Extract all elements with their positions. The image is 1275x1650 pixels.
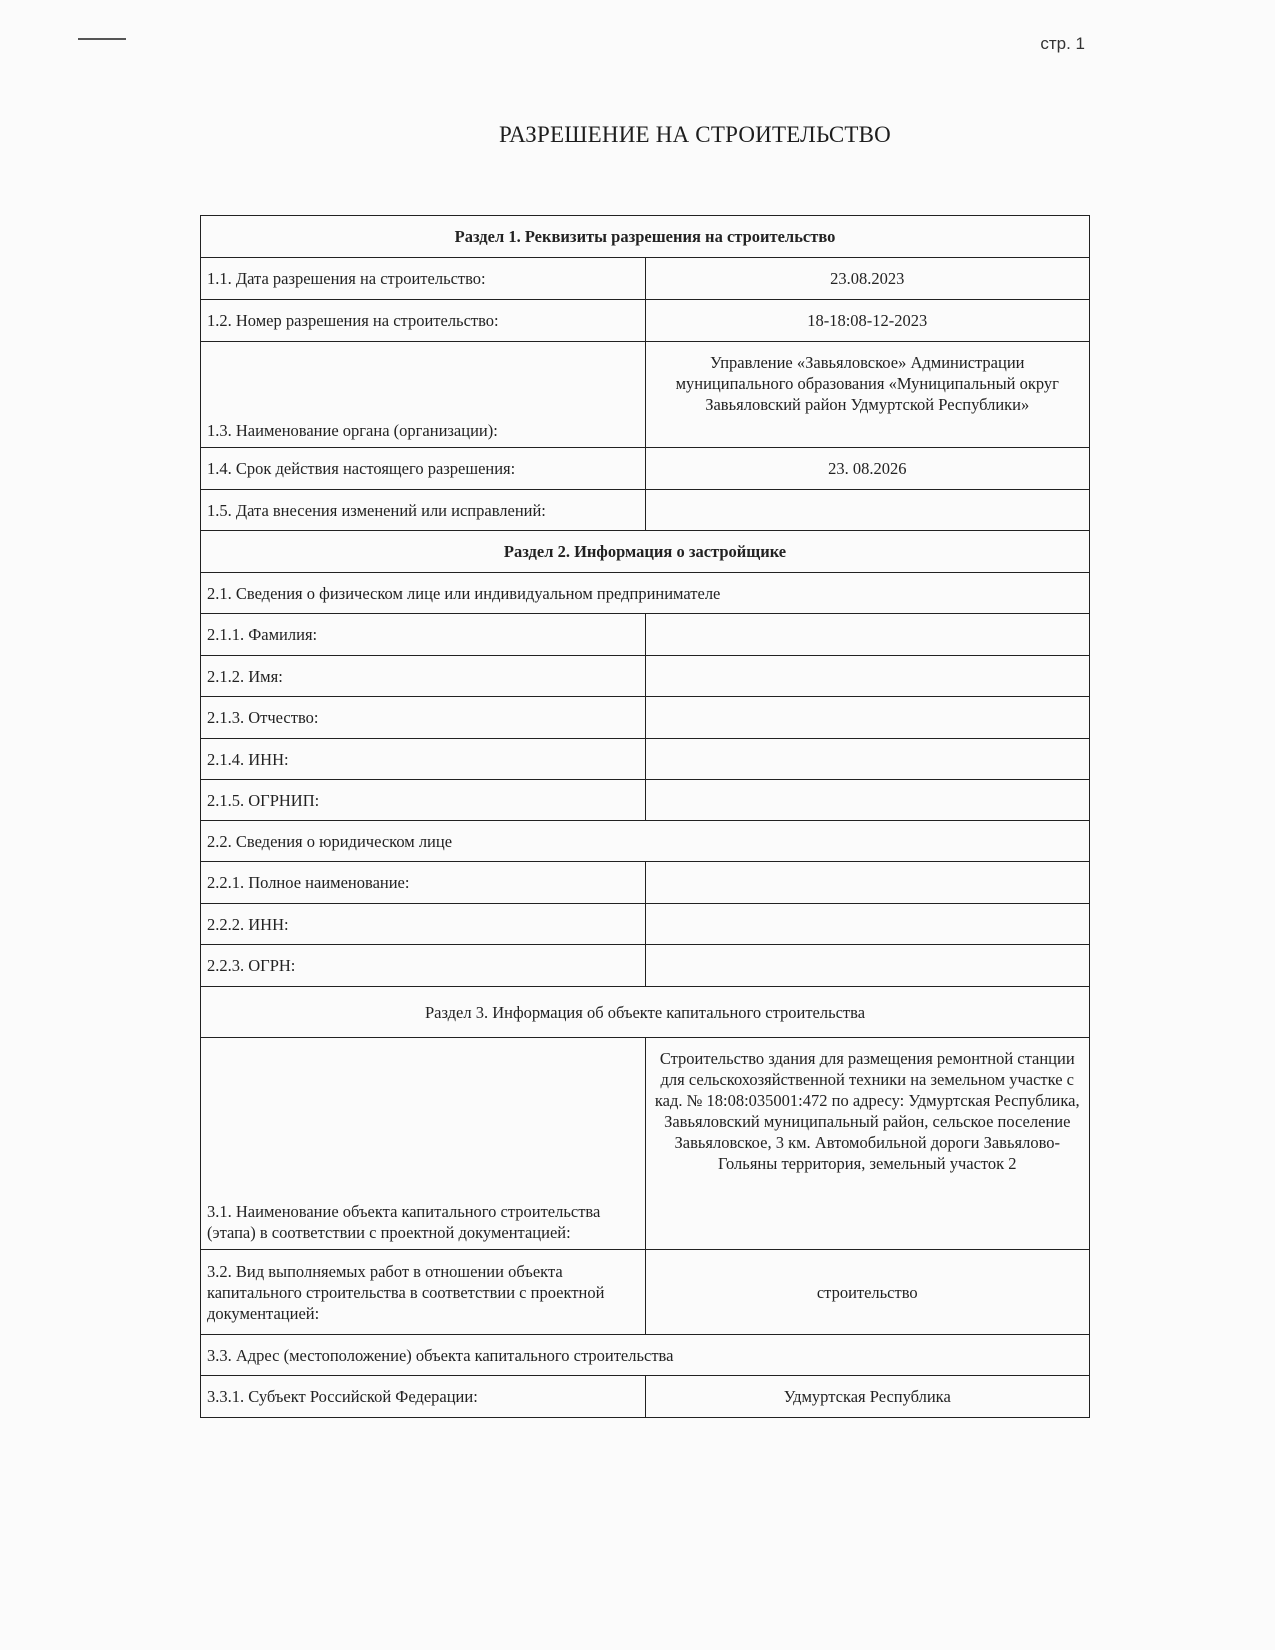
scan-mark bbox=[78, 38, 126, 40]
field-value: Управление «Завьяловское» Администрации муниципального образования «Муниципальный округ Завьяловский район Удмуртской Республики» bbox=[645, 342, 1090, 448]
table-row bbox=[201, 739, 1090, 780]
table-row bbox=[201, 614, 1090, 656]
subsection-label: 3.3. Адрес (местоположение) объекта капитального строительства bbox=[201, 1335, 1090, 1376]
field-label: 1.1. Дата разрешения на строительство: bbox=[201, 258, 646, 300]
field-label: 2.2.1. Полное наименование: bbox=[201, 862, 646, 904]
table-row bbox=[201, 258, 1090, 300]
field-value: строительство bbox=[645, 1250, 1090, 1335]
field-value bbox=[645, 656, 1090, 697]
field-value bbox=[645, 780, 1090, 821]
field-label: 2.2.2. ИНН: bbox=[201, 904, 646, 945]
table-row bbox=[201, 697, 1090, 739]
table-row bbox=[201, 342, 1090, 448]
field-value bbox=[645, 904, 1090, 945]
field-value bbox=[645, 945, 1090, 987]
table-row bbox=[201, 1038, 1090, 1250]
field-label: 1.4. Срок действия настоящего разрешения: bbox=[201, 448, 646, 490]
field-value bbox=[645, 490, 1090, 531]
table-row bbox=[201, 987, 1090, 1038]
field-label: 3.3.1. Субъект Российской Федерации: bbox=[201, 1376, 646, 1418]
field-value: 18-18:08-12-2023 bbox=[645, 300, 1090, 342]
table-row bbox=[201, 904, 1090, 945]
table-row bbox=[201, 448, 1090, 490]
field-label: 3.2. Вид выполняемых работ в отношении объекта капитального строительства в соответствии с проектной документацией: bbox=[201, 1250, 646, 1335]
table-row bbox=[201, 216, 1090, 258]
field-label: 2.1.3. Отчество: bbox=[201, 697, 646, 739]
table-row bbox=[201, 821, 1090, 862]
table-row bbox=[201, 780, 1090, 821]
subsection-label: 2.1. Сведения о физическом лице или индивидуальном предпринимателе bbox=[201, 573, 1090, 614]
page-number: стр. 1 bbox=[1040, 34, 1085, 53]
field-value: Строительство здания для размещения ремонтной станции для сельскохозяйственной техники на земельном участке с кад. № 18:08:035001:472 по адресу: Удмуртская Республика, Завьяловский муниципальный район, сельское поселение Завьяловское, 3 км. Автомобильной дороги Завьялово-Гольяны территория, земельный участок 2 bbox=[645, 1038, 1090, 1250]
subsection-label: 2.2. Сведения о юридическом лице bbox=[201, 821, 1090, 862]
field-label: 2.1.2. Имя: bbox=[201, 656, 646, 697]
field-value bbox=[645, 739, 1090, 780]
section-header: Раздел 2. Информация о застройщике bbox=[201, 531, 1090, 573]
table-row bbox=[201, 1250, 1090, 1335]
field-value: Удмуртская Республика bbox=[645, 1376, 1090, 1418]
field-label: 1.3. Наименование органа (организации): bbox=[201, 342, 646, 448]
field-label: 2.1.1. Фамилия: bbox=[201, 614, 646, 656]
permit-table bbox=[200, 215, 1090, 1418]
table-row bbox=[201, 490, 1090, 531]
field-label: 1.2. Номер разрешения на строительство: bbox=[201, 300, 646, 342]
field-label: 2.2.3. ОГРН: bbox=[201, 945, 646, 987]
field-value bbox=[645, 614, 1090, 656]
section-header: Раздел 1. Реквизиты разрешения на строительство bbox=[201, 216, 1090, 258]
field-value bbox=[645, 697, 1090, 739]
table-row bbox=[201, 1376, 1090, 1418]
table-row bbox=[201, 862, 1090, 904]
field-value: 23. 08.2026 bbox=[645, 448, 1090, 490]
field-value bbox=[645, 862, 1090, 904]
table-row bbox=[201, 300, 1090, 342]
section-header: Раздел 3. Информация об объекте капитального строительства bbox=[201, 987, 1090, 1038]
field-label: 1.5. Дата внесения изменений или исправлений: bbox=[201, 490, 646, 531]
table-row bbox=[201, 573, 1090, 614]
field-label: 2.1.5. ОГРНИП: bbox=[201, 780, 646, 821]
field-label: 3.1. Наименование объекта капитального строительства (этапа) в соответствии с проектной документацией: bbox=[201, 1038, 646, 1250]
table-row bbox=[201, 656, 1090, 697]
document-title: РАЗРЕШЕНИЕ НА СТРОИТЕЛЬСТВО bbox=[499, 122, 891, 147]
table-row bbox=[201, 1335, 1090, 1376]
table-row bbox=[201, 945, 1090, 987]
table-row bbox=[201, 531, 1090, 573]
field-value: 23.08.2023 bbox=[645, 258, 1090, 300]
field-label: 2.1.4. ИНН: bbox=[201, 739, 646, 780]
